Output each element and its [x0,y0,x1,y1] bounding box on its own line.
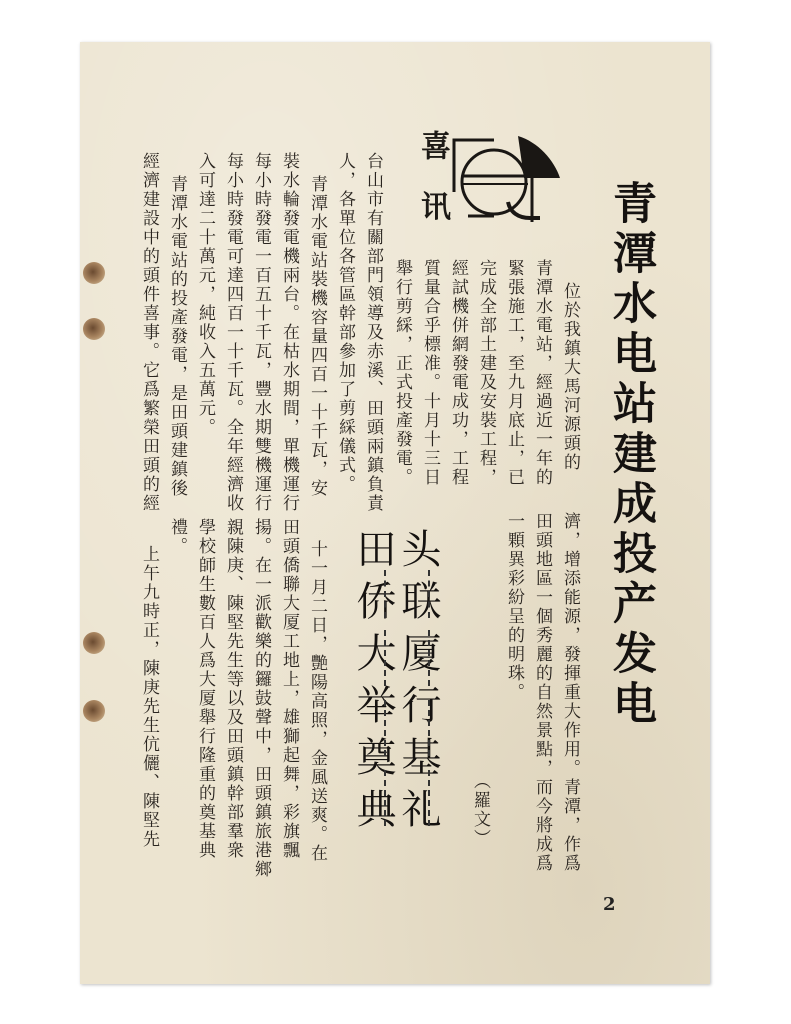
article1-col: 人，各單位各管區幹部參加了剪綵儀式。 [335,152,355,494]
article1-cont-col: 田頭地區一個秀麗的自然景點，而今將成爲 [532,512,552,873]
binder-hole [83,318,105,340]
article2-col: 田頭僑聯大厦工地上，雄獅起舞，彩旗飄 [279,518,299,860]
section-label: 喜 讯 [415,130,450,231]
page-number: 2 [603,894,616,915]
binder-hole [83,632,105,654]
article1-col: 完成全部土建及安裝工程， [476,259,496,487]
headline-divider [428,770,432,826]
headline-divider [384,630,388,686]
headline-divider [428,630,432,686]
article1-col: 每小時發電可達四百一十千瓦。全年經濟收 [223,152,243,513]
article1-col: 青潭水電站裝機容量四百一十千瓦，安 [307,175,327,498]
article2-col: 揚。在一派歡樂的鑼鼓聲中，田頭鎮旅港鄉 [251,518,271,879]
binder-hole [83,700,105,722]
article2-col: 學校師生數百人爲大厦舉行隆重的奠基典 [195,518,215,860]
binder-hole [83,262,105,284]
article1-col: 青潭水電站，經過近一年的 [532,259,552,487]
article2-col: 十一月二日，艷陽高照，金風送爽。在 [307,540,327,863]
article1-col: 每小時發電一百五十千瓦，豐水期雙機運行 [251,152,271,513]
article1-col: 緊張施工，至九月底止，已 [504,259,524,487]
headline-divider [384,770,388,826]
article2-col: 親陳庚、陳堅先生等以及田頭鎮幹部羣衆 [223,518,243,860]
article1-col: 經試機併網發電成功，工程 [448,259,468,487]
article1-col: 經濟建設中的頭件喜事。它爲繁榮田頭的經 [139,152,159,513]
headline-divider [384,570,388,618]
article1-col: 質量合乎標准。十月十三日 [420,259,440,487]
article1-col: 青潭水電站的投產發電，是田頭建鎮後 [167,175,187,498]
article2-col: 禮。 [167,518,187,556]
headline-divider [428,570,432,618]
article1-col: 台山市有關部門領導及赤溪、田頭兩鎮負責 [363,152,383,513]
headline-divider [428,700,432,756]
article1-col: 位於我鎮大馬河源頭的 [560,282,580,472]
author-credit: （羅文） [470,772,490,848]
headline-column-left: 田侨大举奠典 [350,528,396,840]
article1-cont-col: 濟，增添能源，發揮重大作用。青潭，作爲 [560,512,580,873]
article1-cont-col: 一顆異彩紛呈的明珠。 [504,512,524,702]
article2-col: 上午九時正，陳庚先生伉儷、陳堅先 [139,545,159,849]
news-emblem-logo [448,132,566,226]
headline-column-right: 头联厦行基礼 [395,528,441,840]
article1-col: 入可達二十萬元，純收入五萬元。 [195,152,215,437]
headline-divider [384,700,388,756]
article1-col: 舉行剪綵，正式投產發電。 [392,259,412,487]
article1-col: 裝水輪發電機兩台。在枯水期間，單機運行 [279,152,299,513]
page-title: 青潭水电站建成投产发电 [605,180,656,730]
